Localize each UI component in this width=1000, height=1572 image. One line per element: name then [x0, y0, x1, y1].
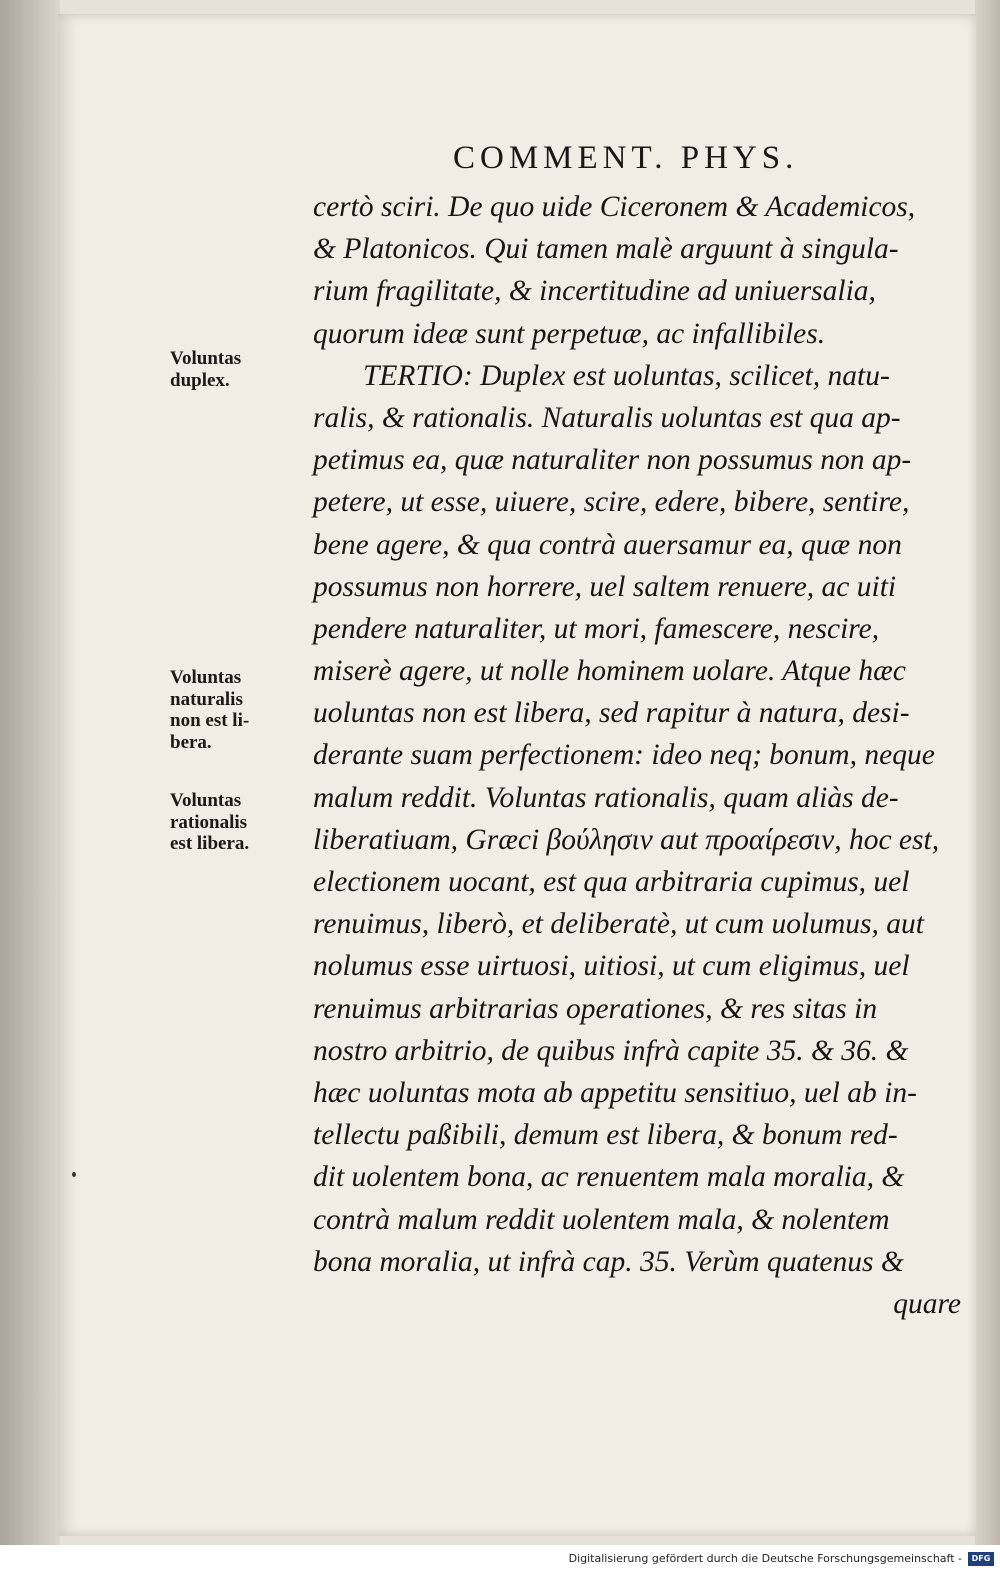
digitization-footer: [0, 1545, 1000, 1572]
marginal-note-line: naturalis: [170, 688, 243, 710]
text-line: ralis, & rationalis. Naturalis uoluntas est qua ap-: [313, 401, 901, 434]
text-line: pendere naturaliter, ut mori, famescere, nescire,: [313, 612, 880, 645]
marginal-note-line: rationalis: [170, 811, 248, 833]
binding-shadow: [0, 0, 60, 1545]
text-line: petere, ut esse, uiuere, scire, edere, bibere, sentire,: [313, 486, 910, 519]
text-line: possumus non horrere, uel saltem renuere, ac uiti: [313, 570, 897, 603]
text-line: derante suam perfectionem: ideo neq; bonum, neque: [313, 739, 935, 772]
footer-credit: Digitalisierung gefördert durch die Deutsche Forschungsgemeinschaft -: [568, 1552, 962, 1565]
text-line: liberatiuam, Græci βούλησιν aut προαίρεσιν, hoc est,: [313, 823, 940, 856]
text-line: bona moralia, ut infrà cap. 35. Verùm quatenus &: [313, 1245, 904, 1278]
text-line: renuimus, liberò, et deliberatè, ut cum uolumus, aut: [313, 908, 924, 941]
text-line: electionem uocant, est qua arbitraria cupimus, uel: [313, 866, 910, 898]
marginal-note-voluntas-naturalis: [170, 667, 300, 753]
bleed-through-text: [967, 164, 972, 183]
custos-catchword: quare: [893, 1287, 961, 1320]
text-line: tellectu paßibili, demum est libera, & bonum red-: [313, 1119, 898, 1152]
marginal-note-voluntas-rationalis: [170, 790, 300, 855]
text-line: dit uolentem bona, ac renuentem mala moralia, &: [313, 1161, 905, 1194]
ink-spot: [72, 1172, 76, 1177]
marginal-note-line: Voluntas: [170, 790, 242, 811]
marginal-note-line: est libera.: [170, 833, 250, 854]
text-line: petimus ea, quæ naturaliter non possumus non ap-: [313, 444, 912, 477]
text-line: rium fragilitate, & incertitudine ad uniuersalia,: [313, 275, 876, 308]
marginal-note-line: bera.: [170, 731, 212, 753]
dfg-logo-icon: DFG: [968, 1552, 994, 1566]
marginal-note-line: duplex.: [170, 369, 230, 391]
text-line: uoluntas non est libera, sed rapitur à natura, desi-: [313, 697, 910, 730]
text-line: nostro arbitrio, de quibus infrà capite 35. & 36. &: [313, 1034, 909, 1067]
marginal-note-line: non est li-: [170, 710, 250, 731]
text-line: quorum ideæ sunt perpetuæ, ac infallibiles.: [313, 317, 826, 350]
facing-page-edge: [975, 0, 1000, 1545]
text-line: bene agere, & qua contrà auersamur ea, quæ non: [313, 528, 902, 561]
marginal-note-line: Voluntas: [170, 348, 242, 369]
text-line: & Platonicos. Qui tamen malè arguunt à singula-: [313, 233, 899, 266]
text-line: renuimus arbitrarias operationes, & res sitas in: [313, 992, 878, 1025]
text-line: hæc uoluntas mota ab appetitu sensitiuo, uel ab in-: [313, 1076, 917, 1109]
text-line: TERTIO: Duplex est uoluntas, scilicet, natu-: [363, 359, 890, 392]
marginal-note-line: Voluntas: [170, 667, 242, 688]
text-line: nolumus esse uirtuosi, uitiosi, ut cum eligimus, uel: [313, 950, 910, 983]
body-text: [313, 186, 973, 1325]
marginal-note-voluntas-duplex: [170, 348, 300, 391]
text-line: miserè agere, ut nolle hominem uolare. Atque hæc: [313, 655, 906, 688]
text-line: malum reddit. Voluntas rationalis, quam aliàs de-: [313, 781, 899, 814]
text-line: contrà malum reddit uolentem mala, & nolentem: [313, 1203, 890, 1236]
running-head: COMMENT. PHYS.: [453, 140, 799, 176]
text-line: certò sciri. De quo uide Ciceronem & Academicos,: [313, 191, 916, 223]
